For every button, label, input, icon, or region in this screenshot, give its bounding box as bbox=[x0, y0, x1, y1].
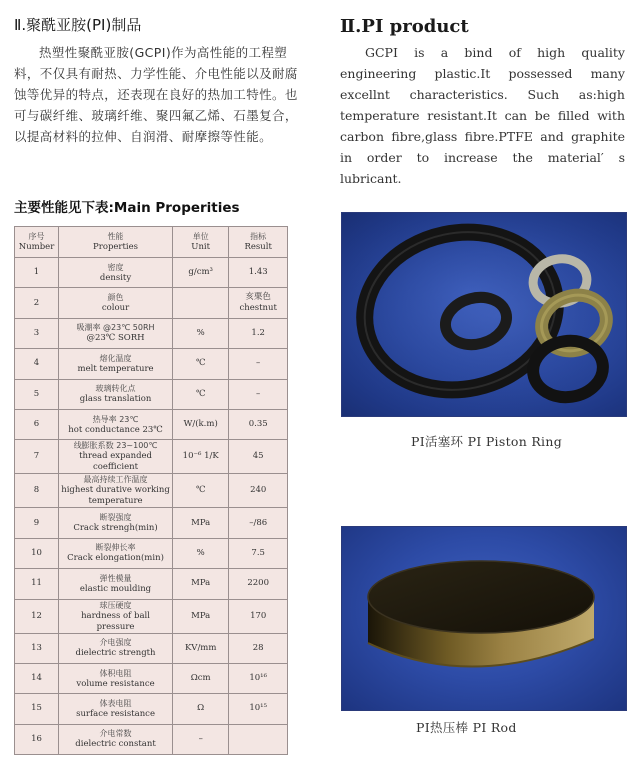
row-property-en: thread expanded coefficient bbox=[79, 451, 152, 473]
row-unit: Ωcm bbox=[173, 663, 229, 693]
piston-ring-caption: PI活塞环 PI Piston Ring bbox=[411, 434, 563, 449]
row-number: 12 bbox=[15, 599, 59, 633]
row-property-zh: 断裂伸长率 bbox=[95, 543, 136, 553]
row-property-zh: 介电常数 bbox=[99, 729, 132, 739]
row-number: 15 bbox=[15, 694, 59, 724]
row-unit: ℃ bbox=[173, 379, 229, 409]
row-property-zh: 最高持续工作温度 bbox=[83, 475, 148, 485]
table-header-row bbox=[15, 227, 288, 258]
row-unit: 10⁻⁶ 1/K bbox=[173, 440, 229, 474]
row-unit: MPa bbox=[173, 599, 229, 633]
table-row bbox=[15, 258, 288, 288]
row-unit: KV/mm bbox=[173, 633, 229, 663]
table-row bbox=[15, 724, 288, 754]
row-number: 11 bbox=[15, 569, 59, 599]
row-unit: ℃ bbox=[173, 349, 229, 379]
table-row bbox=[15, 474, 288, 508]
row-property-zh: 热导率 23℃ bbox=[92, 414, 139, 424]
row-property-en: dielectric strength bbox=[75, 648, 156, 659]
row-property-zh: 介电强度 bbox=[99, 638, 132, 648]
piston-ring-illustration bbox=[342, 213, 626, 416]
table-row bbox=[15, 318, 288, 348]
row-result bbox=[229, 724, 288, 754]
row-result: – bbox=[229, 379, 288, 409]
row-property bbox=[59, 694, 173, 724]
row-property-en: density bbox=[99, 272, 132, 283]
table-row bbox=[15, 569, 288, 599]
row-result: 240 bbox=[229, 474, 288, 508]
header-unit-zh: 单位 bbox=[192, 232, 209, 241]
row-result: 10¹⁶ bbox=[229, 663, 288, 693]
row-property bbox=[59, 258, 173, 288]
row-number: 8 bbox=[15, 474, 59, 508]
header-number-en: Number bbox=[18, 242, 55, 252]
row-result: 亥栗色 chestnut bbox=[229, 288, 288, 318]
row-property-en: hardness of ball pressure bbox=[81, 610, 150, 632]
table-row bbox=[15, 288, 288, 318]
row-property-en: hot conductance 23℃ bbox=[68, 424, 163, 435]
row-property-en: volume resistance bbox=[76, 678, 155, 689]
row-number: 5 bbox=[15, 379, 59, 409]
header-number bbox=[15, 227, 59, 258]
table-row bbox=[15, 349, 288, 379]
row-number: 6 bbox=[15, 409, 59, 439]
row-result: 0.35 bbox=[229, 409, 288, 439]
row-number: 9 bbox=[15, 508, 59, 538]
row-property bbox=[59, 379, 173, 409]
row-property-zh: 熔化温度 bbox=[99, 353, 132, 363]
en-section-paragraph: GCPI is a bind of high quality engineering plastic.It possessed many excellnt characteristics. Such as:high temperature resistant.It can be filled with carbon fibre,glass fibre.PTFE and graphite in order to increase the material′ s lubricant. bbox=[340, 45, 625, 186]
row-property-zh: 密度 bbox=[107, 262, 124, 272]
row-result: 1.43 bbox=[229, 258, 288, 288]
row-property-zh: 线膨胀系数 23~100℃ bbox=[73, 441, 158, 451]
row-property bbox=[59, 508, 173, 538]
row-unit: Ω bbox=[173, 694, 229, 724]
row-number: 14 bbox=[15, 663, 59, 693]
row-unit: MPa bbox=[173, 569, 229, 599]
row-property-en: colour bbox=[101, 303, 130, 314]
header-properties-zh: 性能 bbox=[107, 232, 124, 241]
row-unit: – bbox=[173, 724, 229, 754]
table-row bbox=[15, 409, 288, 439]
row-result: 170 bbox=[229, 599, 288, 633]
row-unit: W/(k.m) bbox=[173, 409, 229, 439]
row-property bbox=[59, 663, 173, 693]
row-property-en: surface resistance bbox=[76, 708, 155, 719]
row-property-en: dielectric constant bbox=[75, 739, 156, 750]
row-unit: % bbox=[173, 318, 229, 348]
row-property-zh: 体表电阻 bbox=[99, 698, 132, 708]
header-properties bbox=[59, 227, 173, 258]
row-property bbox=[59, 599, 173, 633]
row-property-en: highest durative working temperature bbox=[61, 485, 170, 507]
row-property bbox=[59, 538, 173, 568]
row-property-en: elastic moulding bbox=[79, 583, 152, 594]
row-result: 10¹⁵ bbox=[229, 694, 288, 724]
rod-photo bbox=[341, 526, 627, 711]
row-unit: MPa bbox=[173, 508, 229, 538]
row-result: 45 bbox=[229, 440, 288, 474]
row-number: 10 bbox=[15, 538, 59, 568]
row-unit bbox=[173, 288, 229, 318]
row-property-en: Crack strengh(min) bbox=[73, 523, 158, 534]
properties-table bbox=[14, 226, 288, 755]
row-result: – bbox=[229, 349, 288, 379]
row-property bbox=[59, 409, 173, 439]
header-result-zh: 指标 bbox=[250, 232, 267, 241]
table-row bbox=[15, 663, 288, 693]
row-unit: ℃ bbox=[173, 474, 229, 508]
row-number: 3 bbox=[15, 318, 59, 348]
header-unit-en: Unit bbox=[191, 242, 211, 252]
header-unit bbox=[173, 227, 229, 258]
row-property-zh: 体积电阻 bbox=[99, 668, 132, 678]
table-row bbox=[15, 694, 288, 724]
rod-caption: PI热压棒 PI Rod bbox=[416, 720, 517, 735]
row-property bbox=[59, 318, 173, 348]
piston-ring-photo bbox=[341, 212, 627, 417]
row-property bbox=[59, 440, 173, 474]
row-property-en: @23℃ SORH bbox=[86, 333, 145, 344]
row-result: 28 bbox=[229, 633, 288, 663]
table-row bbox=[15, 379, 288, 409]
row-number: 1 bbox=[15, 258, 59, 288]
table-row bbox=[15, 538, 288, 568]
row-number: 13 bbox=[15, 633, 59, 663]
row-result: 7.5 bbox=[229, 538, 288, 568]
row-property bbox=[59, 474, 173, 508]
table-row bbox=[15, 633, 288, 663]
cn-section-paragraph: 热塑性聚酰亚胺(GCPI)作为高性能的工程塑料，不仅具有耐热、力学性能、介电性能以及耐腐蚀等优异的特点，还表现在良好的热加工特性。也可与碳纤维、玻璃纤维、聚四氟乙烯、石墨复合，以提高材料的拉伸、自润滑、耐摩擦等性能。 bbox=[14, 45, 298, 144]
row-property bbox=[59, 569, 173, 599]
row-result: –/86 bbox=[229, 508, 288, 538]
row-property-en: Crack elongation(min) bbox=[67, 553, 164, 564]
rod-illustration bbox=[342, 527, 626, 710]
header-number-zh: 序号 bbox=[28, 232, 45, 241]
table-row bbox=[15, 440, 288, 474]
row-result: 1.2 bbox=[229, 318, 288, 348]
row-property bbox=[59, 633, 173, 663]
row-property-zh: 吸潮率 @23℃ 50RH bbox=[76, 323, 155, 333]
row-property-en: melt temperature bbox=[77, 363, 154, 374]
header-properties-en: Properties bbox=[93, 242, 139, 252]
header-result bbox=[229, 227, 288, 258]
row-unit: g/cm³ bbox=[173, 258, 229, 288]
row-property-zh: 弹性模量 bbox=[99, 573, 132, 583]
row-number: 7 bbox=[15, 440, 59, 474]
row-property bbox=[59, 724, 173, 754]
row-property-zh: 球压硬度 bbox=[99, 600, 132, 610]
row-unit: % bbox=[173, 538, 229, 568]
row-property-zh: 玻璃转化点 bbox=[95, 384, 136, 394]
row-property bbox=[59, 349, 173, 379]
en-section-heading: Ⅱ.PI product bbox=[340, 16, 469, 37]
row-property-zh: 颜色 bbox=[107, 293, 124, 303]
row-result: 2200 bbox=[229, 569, 288, 599]
row-property bbox=[59, 288, 173, 318]
row-number: 16 bbox=[15, 724, 59, 754]
row-property-en: glass translation bbox=[79, 394, 152, 405]
properties-table-title: 主要性能见下表:Main Properities bbox=[14, 200, 240, 216]
cn-section-heading: Ⅱ.聚酰亚胺(PI)制品 bbox=[14, 16, 142, 34]
table-row bbox=[15, 508, 288, 538]
row-number: 2 bbox=[15, 288, 59, 318]
header-result-en: Result bbox=[244, 242, 272, 252]
row-number: 4 bbox=[15, 349, 59, 379]
table-row bbox=[15, 599, 288, 633]
row-property-zh: 断裂强度 bbox=[99, 513, 132, 523]
